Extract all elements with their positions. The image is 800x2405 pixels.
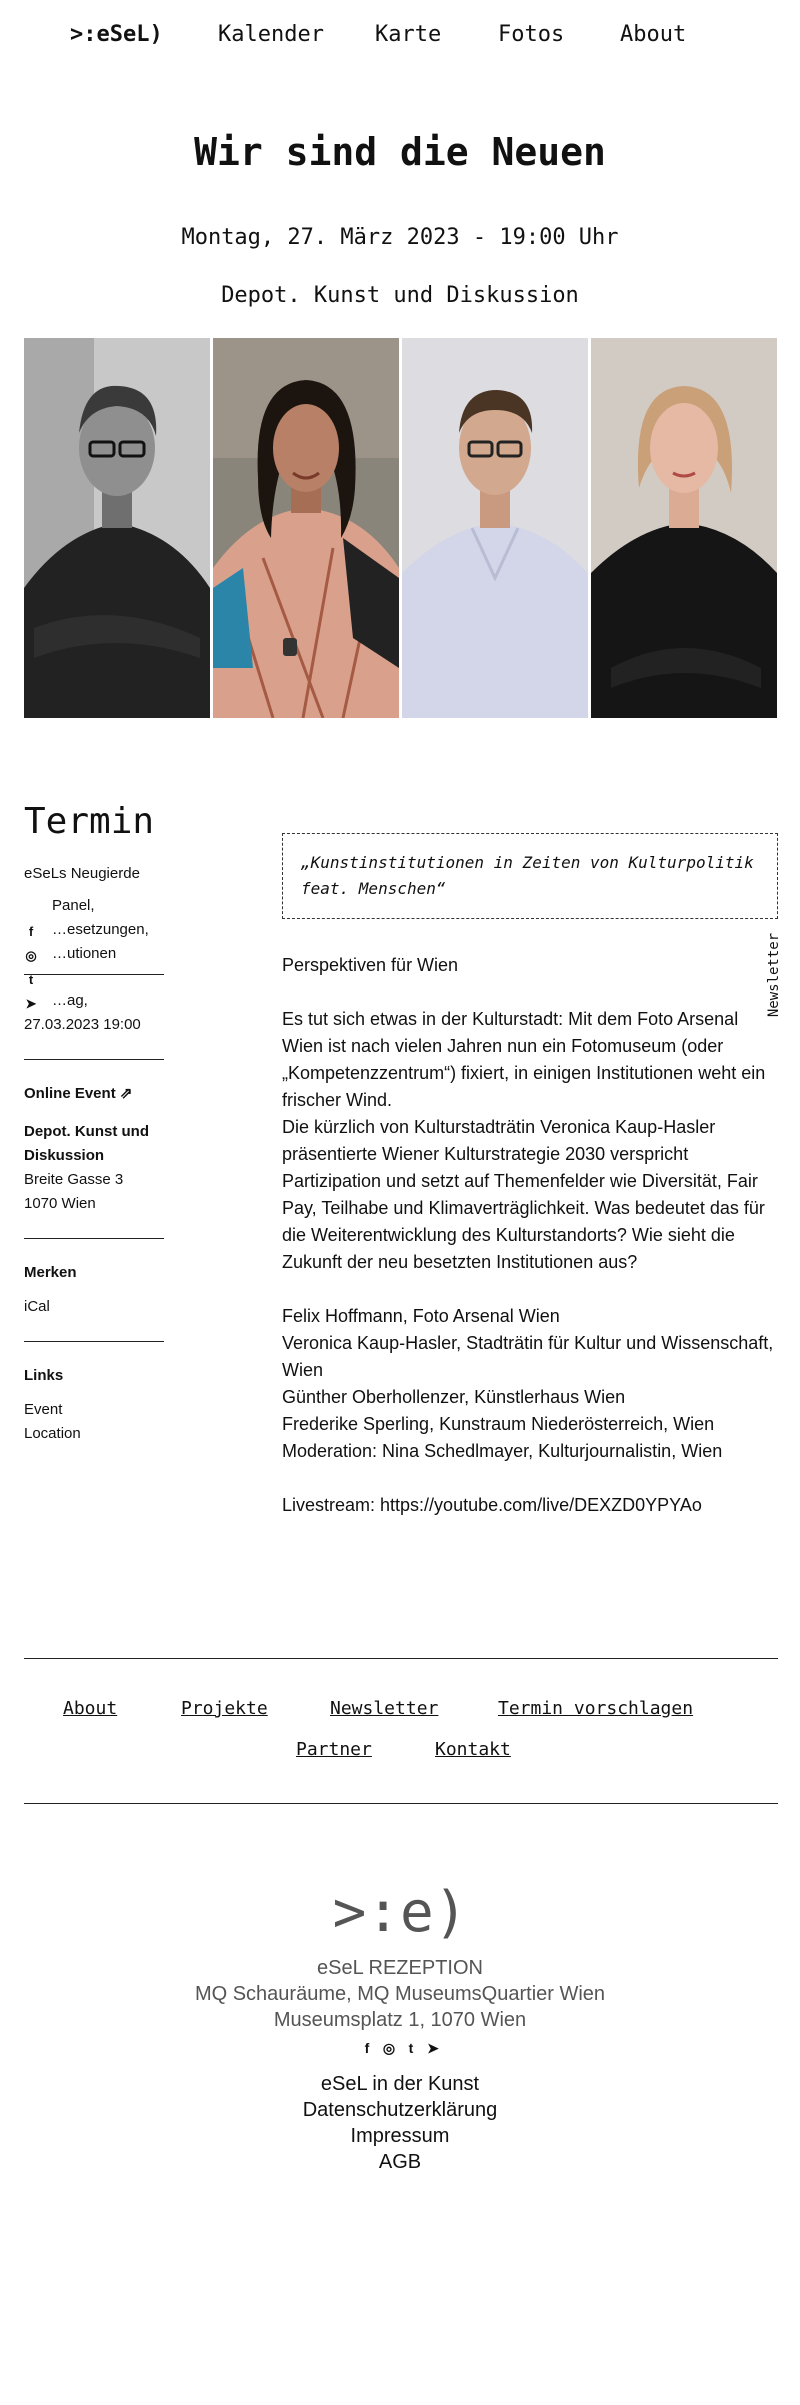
telegram-icon[interactable]: ➤ — [25, 996, 37, 1011]
event-subtitle-quote: „Kunstinstitutionen in Zeiten von Kulturpolitik feat. Menschen“ — [282, 833, 778, 919]
event-date: Montag, 27. März 2023 - 19:00 Uhr — [181, 225, 619, 250]
footer-link-about[interactable]: About — [63, 1698, 118, 1719]
nav-item-karte[interactable]: Karte — [375, 22, 442, 47]
footer-logo: >:e) — [332, 1880, 468, 1945]
nav-item-fotos[interactable]: Fotos — [498, 22, 565, 47]
location-link[interactable]: Location — [24, 1425, 81, 1442]
footer-link-termin-vorschlagen[interactable]: Termin vorschlagen — [498, 1698, 694, 1719]
footer-social-icons — [0, 2040, 800, 2057]
ical-link[interactable]: iCal — [24, 1298, 50, 1315]
newsletter-tab-label: Newsletter — [766, 932, 782, 1018]
description-text-1: Es tut sich etwas in der Kulturstadt: Mit dem Foto Arsenal Wien ist nach vielen Jahren nun ein Fotomuseum (oder „Kompetenzzentrum“) fixiert, in einigen Institutionen weht ein frischer Wind. — [282, 1009, 766, 1110]
event-datetime: 27.03.2023 19:00 — [24, 1016, 141, 1033]
external-link-icon: ⇗ — [119, 1085, 133, 1102]
instagram-icon[interactable]: ◎ — [382, 2040, 396, 2056]
portrait-3 — [402, 338, 588, 718]
participant: Veronica Kaup-Hasler, Stadträtin für Kultur und Wissenschaft, Wien — [282, 1333, 774, 1380]
footer-link-impressum[interactable]: Impressum — [350, 2125, 450, 2147]
footer-link-datenschutz[interactable]: Datenschutzerklärung — [302, 2099, 498, 2121]
footer-link-newsletter[interactable]: Newsletter — [330, 1698, 439, 1719]
participant: Moderation: Nina Schedlmayer, Kulturjournalistin, Wien — [282, 1441, 723, 1461]
footer-link-kontakt[interactable]: Kontakt — [435, 1739, 511, 1760]
footer-address-1: MQ Schauräume, MQ MuseumsQuartier Wien — [194, 1983, 606, 2005]
participant: Frederike Sperling, Kunstraum Niederösterreich, Wien — [282, 1414, 715, 1434]
event-link[interactable]: Event — [24, 1401, 63, 1418]
footer-org-name: eSeL REZEPTION — [317, 1957, 483, 1979]
description-text-2: Die kürzlich von Kulturstadträtin Veronica Kaup-Hasler präsentierte Wiener Kulturstrategie 2030 verspricht Partizipation und setzt auf Themenfelder wie Diversität, Fair Pay, Teilhabe und Klimaverträglichkeit. Was bedeutet das für die Weiterentwicklung des Kulturstandorts? Wie sieht die Zukunft der neu besetzten Institutionen aus? — [282, 1117, 765, 1272]
divider — [24, 974, 164, 975]
merken-heading: Merken — [24, 1264, 77, 1281]
livestream-link[interactable]: Livestream: https://youtube.com/live/DEXZD0YPYAo — [282, 1495, 702, 1515]
divider — [24, 1341, 164, 1342]
site-logo[interactable]: >:eSeL) — [70, 22, 163, 47]
telegram-icon[interactable]: ➤ — [427, 2040, 439, 2056]
divider — [24, 1238, 164, 1239]
facebook-icon[interactable]: f — [28, 924, 34, 939]
venue-name: Depot. Kunst und Diskussion — [24, 1123, 149, 1164]
portrait-2 — [213, 338, 399, 718]
venue-street: Breite Gasse 3 — [24, 1171, 124, 1188]
event-weekday: …ag, — [52, 992, 88, 1009]
footer-link-partner[interactable]: Partner — [296, 1739, 372, 1760]
links-heading: Links — [24, 1367, 64, 1384]
facebook-icon[interactable]: f — [364, 2040, 370, 2056]
event-types: Panel, …esetzungen, …utionen — [52, 897, 149, 960]
description-paragraph — [282, 1006, 778, 1276]
footer-divider-top — [24, 1658, 778, 1659]
online-event-label: Online Event — [24, 1085, 116, 1102]
footer-address-2: Museumsplatz 1, 1070 Wien — [273, 2009, 527, 2031]
footer-link-agb[interactable]: AGB — [378, 2151, 422, 2173]
online-event-link[interactable] — [24, 1082, 164, 1106]
footer-link-esel-in-der-kunst[interactable]: eSeL in der Kunst — [320, 2073, 480, 2095]
participant: Günther Oberhollenzer, Künstlerhaus Wien — [282, 1387, 626, 1407]
twitter-icon[interactable]: t — [408, 2040, 414, 2056]
description-intro: Perspektiven für Wien — [282, 955, 459, 975]
page-title: Wir sind die Neuen — [194, 130, 606, 174]
event-category: eSeLs Neugierde — [24, 865, 140, 882]
top-navigation — [0, 22, 800, 52]
nav-item-about[interactable]: About — [620, 22, 687, 47]
social-share-rail — [24, 925, 42, 1021]
twitter-icon[interactable]: t — [28, 972, 34, 987]
participant-list — [282, 1303, 778, 1465]
nav-item-kalender[interactable]: Kalender — [218, 22, 324, 47]
divider — [24, 1059, 164, 1060]
termin-heading: Termin — [24, 801, 155, 842]
portrait-1 — [24, 338, 210, 718]
newsletter-tab[interactable] — [764, 920, 784, 1030]
footer-divider-bottom — [24, 1803, 778, 1804]
termin-sidebar — [24, 800, 164, 1446]
event-venue-heading: Depot. Kunst und Diskussion — [221, 283, 579, 308]
portrait-4 — [591, 338, 777, 718]
instagram-icon[interactable]: ◎ — [25, 948, 37, 963]
venue-city: 1070 Wien — [24, 1195, 96, 1212]
footer-link-projekte[interactable]: Projekte — [181, 1698, 268, 1719]
participant: Felix Hoffmann, Foto Arsenal Wien — [282, 1306, 560, 1326]
event-description — [282, 952, 778, 1519]
